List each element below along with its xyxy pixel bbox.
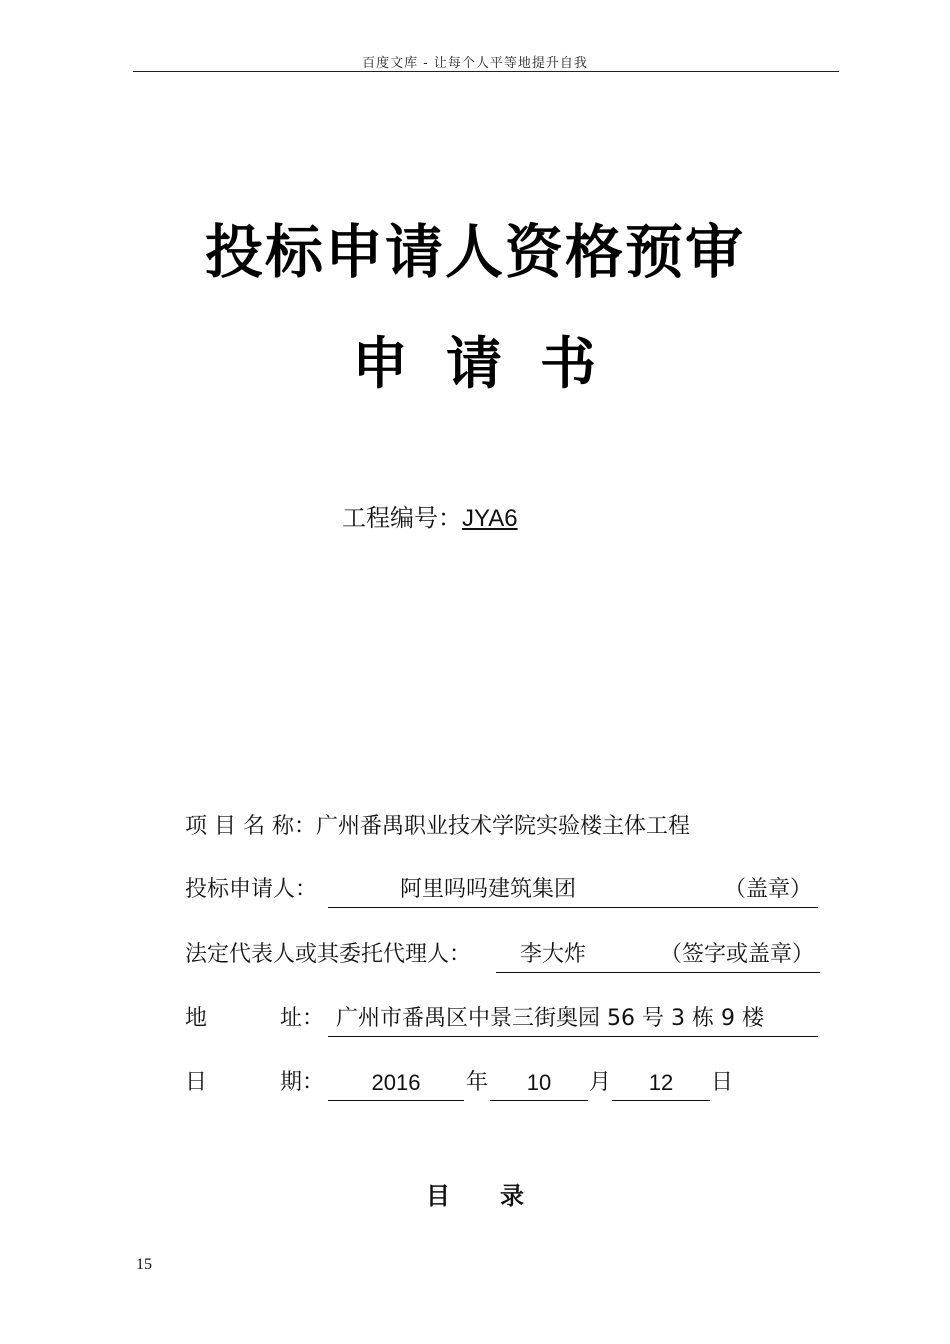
date-day-unit: 日 bbox=[711, 1070, 734, 1095]
project-number-label: 工程编号： bbox=[342, 504, 462, 532]
applicant-line bbox=[328, 873, 818, 908]
representative-sign-note: （签字或盖章） bbox=[659, 942, 814, 967]
date-month: 10 bbox=[490, 1066, 588, 1101]
address-field bbox=[185, 1002, 207, 1036]
date-field bbox=[185, 1066, 207, 1100]
applicant-label: 投标申请人： bbox=[185, 877, 318, 902]
representative-label: 法定代表人或其委托代理人： bbox=[185, 942, 472, 967]
date-label-2: 期： bbox=[280, 1070, 325, 1095]
project-name-value: 广州番禺职业技术学院实验楼主体工程 bbox=[315, 814, 690, 839]
toc-heading: 目录 bbox=[426, 1182, 574, 1210]
page-header: 百度文库 - 让每个人平等地提升自我 bbox=[362, 56, 588, 71]
address-label-wrap bbox=[280, 1002, 324, 1036]
date-label-wrap bbox=[280, 1066, 324, 1100]
applicant-seal-note: （盖章） bbox=[723, 877, 812, 902]
address-value: 广州市番禺区中景三街奥园 56 号 3 栋 9 楼 bbox=[336, 1006, 764, 1031]
address-line bbox=[328, 1002, 818, 1037]
document-title: 投标申请人资格预审 bbox=[204, 218, 745, 286]
applicant-value: 阿里吗吗建筑集团 bbox=[400, 877, 577, 902]
document-subtitle: 申请书 bbox=[352, 332, 634, 397]
project-name-label: 项 目 名 称： bbox=[185, 814, 316, 839]
project-number-value: JYA6 bbox=[462, 505, 518, 532]
representative-value: 李大炸 bbox=[520, 942, 587, 967]
date-day: 12 bbox=[612, 1066, 710, 1101]
date-label-1: 日 bbox=[185, 1070, 208, 1095]
date-year: 2016 bbox=[328, 1066, 464, 1101]
address-label-2: 址： bbox=[280, 1006, 325, 1031]
project-number bbox=[342, 498, 518, 533]
applicant-field bbox=[185, 873, 317, 907]
representative-line bbox=[496, 938, 820, 973]
date-month-unit: 月 bbox=[589, 1070, 612, 1095]
project-name-field bbox=[185, 810, 690, 844]
header-divider bbox=[133, 71, 839, 72]
address-label-1: 地 bbox=[185, 1006, 208, 1031]
date-year-unit: 年 bbox=[466, 1070, 489, 1095]
page-number: 15 bbox=[136, 1256, 152, 1273]
representative-field bbox=[185, 938, 471, 972]
